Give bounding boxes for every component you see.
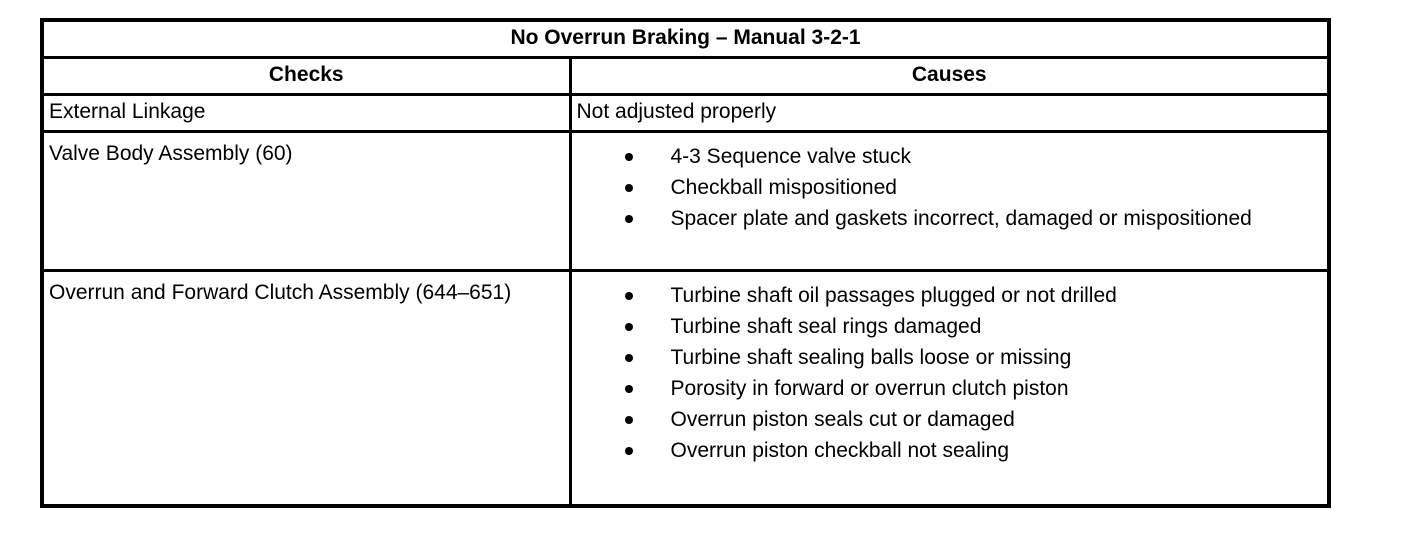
cause-list — [572, 133, 1328, 234]
cause-text: Not adjusted properly — [576, 100, 777, 123]
diagnosis-table — [40, 18, 1331, 508]
cause-text: Checkball mispositioned — [670, 176, 897, 199]
cause-text: Turbine shaft sealing balls loose or missing — [670, 346, 1072, 369]
bullet-icon — [625, 323, 633, 331]
table-row — [42, 132, 1329, 271]
cause-cell — [570, 95, 1329, 132]
table-row — [42, 271, 1329, 507]
column-header-causes: Causes — [570, 58, 1329, 95]
cause-list-item — [572, 141, 1328, 172]
bullet-icon — [625, 447, 633, 455]
cause-text: Porosity in forward or overrun clutch piston — [670, 377, 1069, 400]
cause-list-item — [572, 435, 1328, 466]
cause-list-item — [572, 172, 1328, 203]
cause-text: Overrun piston checkball not sealing — [670, 439, 1010, 462]
cause-text: Spacer plate and gaskets incorrect, damaged or mispositioned — [670, 207, 1252, 230]
bullet-icon — [625, 385, 633, 393]
check-label: External Linkage — [49, 100, 206, 123]
cause-list — [572, 272, 1328, 466]
cause-list-item — [572, 311, 1328, 342]
bullet-icon — [625, 416, 633, 424]
check-label: Overrun and Forward Clutch Assembly (644–651) — [49, 281, 512, 304]
cause-cell — [570, 271, 1329, 507]
table-title-row — [42, 20, 1329, 58]
cause-text: Turbine shaft seal rings damaged — [670, 315, 982, 338]
cause-text: Overrun piston seals cut or damaged — [670, 408, 1015, 431]
cause-list-item — [572, 280, 1328, 311]
check-label: Valve Body Assembly (60) — [49, 142, 293, 165]
table-title: No Overrun Braking – Manual 3-2-1 — [42, 20, 1329, 58]
check-cell — [42, 132, 570, 271]
cause-list-item — [572, 373, 1328, 404]
cause-list-item — [572, 342, 1328, 373]
bullet-icon — [625, 215, 633, 223]
bullet-icon — [625, 153, 633, 161]
bullet-icon — [625, 292, 633, 300]
table-header-row — [42, 58, 1329, 95]
cause-list-item — [572, 404, 1328, 435]
cause-text: 4-3 Sequence valve stuck — [670, 145, 911, 168]
cause-list-item — [572, 203, 1328, 234]
check-cell — [42, 95, 570, 132]
column-header-checks: Checks — [42, 58, 570, 95]
cause-cell — [570, 132, 1329, 271]
check-cell — [42, 271, 570, 507]
table-row — [42, 95, 1329, 132]
bullet-icon — [625, 354, 633, 362]
cause-text: Turbine shaft oil passages plugged or not drilled — [670, 284, 1117, 307]
bullet-icon — [625, 184, 633, 192]
